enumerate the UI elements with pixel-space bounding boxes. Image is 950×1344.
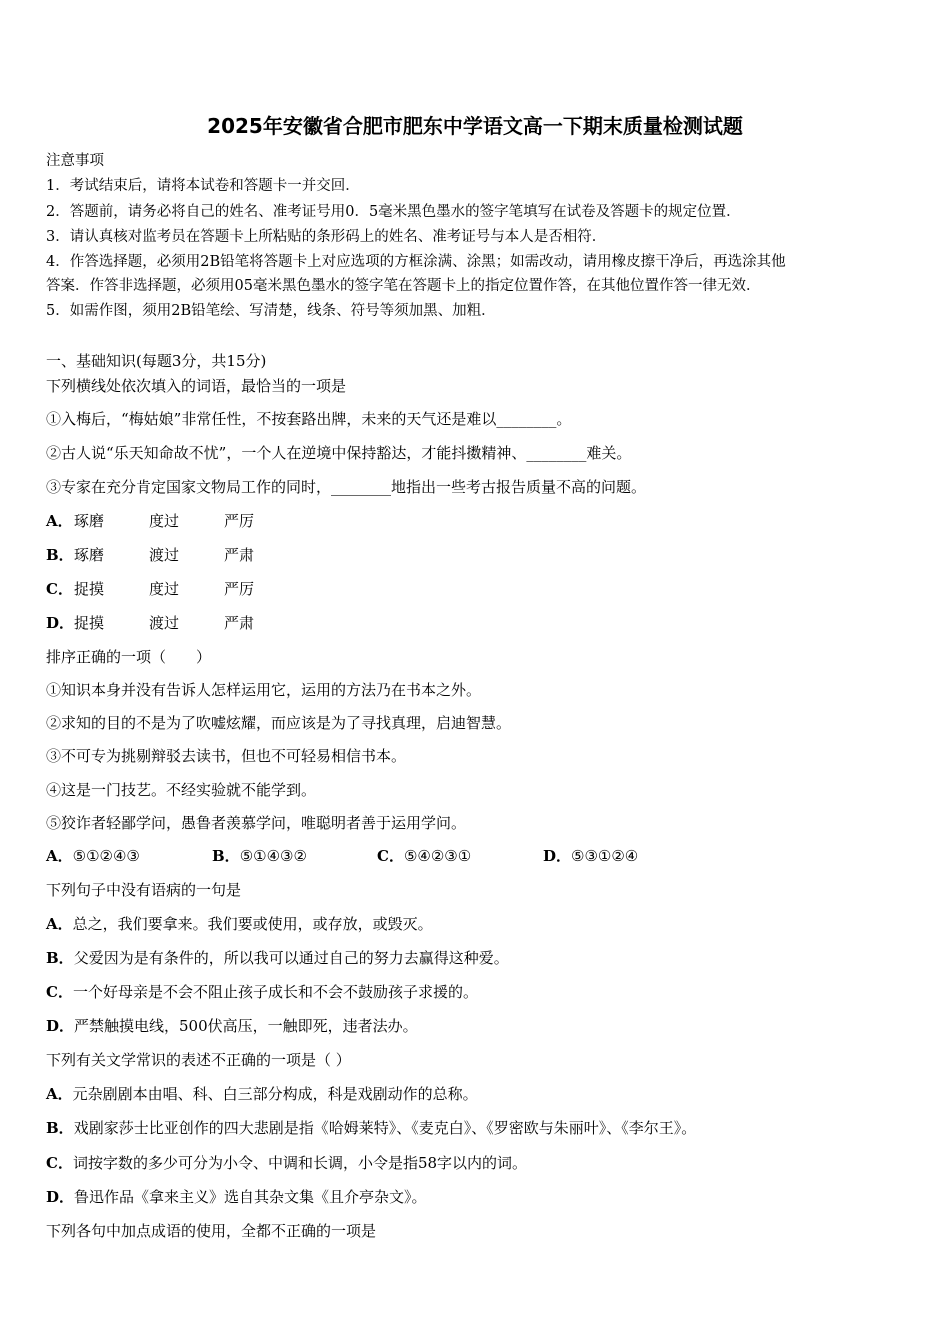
option-text: 词按字数的多少可分为小令、中调和长调，小令是指58字以内的词。 — [72, 1154, 528, 1172]
question-stem: 下列各句中加点成语的使用，全都不正确的一项是 — [46, 1222, 377, 1240]
option-word: 严厉 — [224, 580, 255, 598]
question-line: ①入梅后，“梅姑娘”非常任性，不按套路出牌，未来的天气还是难以________。 — [46, 410, 572, 428]
question-stem: 排序正确的一项（ ） — [46, 648, 212, 666]
option-label: A． — [46, 512, 73, 530]
option-a — [46, 510, 254, 532]
option-d — [46, 1015, 418, 1037]
option-word: 琢磨 — [74, 546, 105, 564]
option-word: 度过 — [149, 512, 180, 530]
option-word: 琢磨 — [74, 512, 105, 530]
question-line: ③专家在充分肯定国家文物局工作的同时，________地指出一些考古报告质量不高的问题。 — [46, 478, 647, 496]
option-c — [46, 1152, 527, 1174]
notice-item: 1．考试结束后，请将本试卷和答题卡一并交回． — [46, 178, 360, 194]
question-line: ③不可专为挑剔辩驳去读书，但也不可轻易相信书本。 — [46, 747, 407, 765]
option-text: 鲁迅作品《拿来主义》选自其杂文集《且介亭杂文》。 — [74, 1188, 427, 1206]
option-label: D． — [46, 1017, 75, 1035]
option-word: 捉摸 — [74, 614, 105, 632]
option-label: D． — [543, 847, 572, 865]
option-b — [46, 1117, 696, 1139]
option-text: ⑤③①②④ — [571, 847, 639, 865]
option-label: A． — [46, 1085, 73, 1103]
option-b — [46, 947, 509, 969]
option-label: B． — [212, 847, 240, 865]
option-text: 严禁触摸电线，500伏高压，一触即死，违者法办。 — [74, 1017, 418, 1035]
question-line: ④这是一门技艺。不经实验就不能学到。 — [46, 781, 317, 799]
option-label: B． — [46, 949, 74, 967]
notice-heading: 注意事项 — [46, 153, 104, 169]
option-word: 渡过 — [149, 614, 180, 632]
option-label: C． — [46, 983, 73, 1001]
question-stem: 下列句子中没有语病的一句是 — [46, 881, 242, 899]
notice-item: 4．作答选择题，必须用2B铅笔将答题卡上对应选项的方框涂满、涂黑；如需改动，请用橡皮擦干净后，再选涂其他 — [46, 254, 786, 270]
option-label: B． — [46, 1119, 74, 1137]
question-stem: 下列横线处依次填入的词语，最恰当的一项是 — [46, 377, 347, 395]
option-b — [212, 845, 307, 867]
option-text: 一个好母亲是不会不阻止孩子成长和不会不鼓励孩子求援的。 — [72, 983, 478, 1001]
option-d — [46, 612, 254, 634]
option-word: 严肃 — [224, 546, 255, 564]
question-line: ⑤狡诈者轻鄙学问，愚鲁者羡慕学问，唯聪明者善于运用学问。 — [46, 814, 467, 832]
option-a — [46, 845, 140, 867]
option-a — [46, 1083, 478, 1105]
option-b — [46, 544, 254, 566]
question-stem: 下列有关文学常识的表述不正确的一项是（ ） — [46, 1051, 351, 1069]
option-d — [46, 1186, 427, 1208]
option-word: 渡过 — [149, 546, 180, 564]
option-label: C． — [377, 847, 404, 865]
option-text: ⑤①②④③ — [72, 847, 140, 865]
option-d — [543, 845, 638, 867]
page-title: 2025年安徽省合肥市肥东中学语文高一下期末质量检测试题 — [207, 114, 743, 138]
option-text: ⑤④②③① — [403, 847, 472, 865]
notice-item: 3．请认真核对监考员在答题卡上所粘贴的条形码上的姓名、准考证号与本人是否相符． — [46, 229, 607, 245]
option-text: 戏剧家莎士比亚创作的四大悲剧是指《哈姆莱特》、《麦克白》、《罗密欧与朱丽叶》、《李尔王》。 — [73, 1119, 697, 1137]
option-label: D． — [46, 614, 75, 632]
option-text: 元杂剧剧本由唱、科、白三部分构成，科是戏剧动作的总称。 — [72, 1085, 478, 1103]
option-c — [46, 981, 478, 1003]
notice-item: 答案．作答非选择题，必须用05毫米黑色墨水的签字笔在答题卡上的指定位置作答，在其他位置作答一律无效． — [46, 278, 761, 294]
option-word: 严肃 — [224, 614, 255, 632]
option-c — [46, 578, 254, 600]
option-label: C． — [46, 580, 73, 598]
option-label: A． — [46, 915, 73, 933]
option-label: B． — [46, 546, 74, 564]
question-line: ②求知的目的不是为了吹嘘炫耀，而应该是为了寻找真理，启迪智慧。 — [46, 714, 512, 732]
question-line: ②古人说“乐天知命故不忧”，一个人在逆境中保持豁达，才能抖擞精神、________难关。 — [46, 444, 632, 462]
option-text: 总之，我们要拿来。我们要或使用，或存放，或毁灭。 — [72, 915, 433, 933]
option-label: A． — [46, 847, 73, 865]
option-word: 严厉 — [224, 512, 255, 530]
option-a — [46, 913, 433, 935]
option-word: 度过 — [149, 580, 180, 598]
option-c — [377, 845, 471, 867]
option-label: D． — [46, 1188, 75, 1206]
section-heading: 一、基础知识(每题3分，共15分) — [46, 352, 267, 370]
notice-item: 5．如需作图，须用2B铅笔绘、写清楚，线条、符号等须加黑、加粗． — [46, 303, 496, 319]
option-text: ⑤①④③② — [239, 847, 307, 865]
option-text: 父爱因为是有条件的，所以我可以通过自己的努力去赢得这种爱。 — [73, 949, 509, 967]
option-word: 捉摸 — [74, 580, 105, 598]
option-label: C． — [46, 1154, 73, 1172]
notice-item: 2．答题前，请务必将自己的姓名、准考证号用0．5毫米黑色墨水的签字笔填写在试卷及答题卡的规定位置． — [46, 204, 741, 220]
question-line: ①知识本身并没有告诉人怎样运用它，运用的方法乃在书本之外。 — [46, 681, 482, 699]
